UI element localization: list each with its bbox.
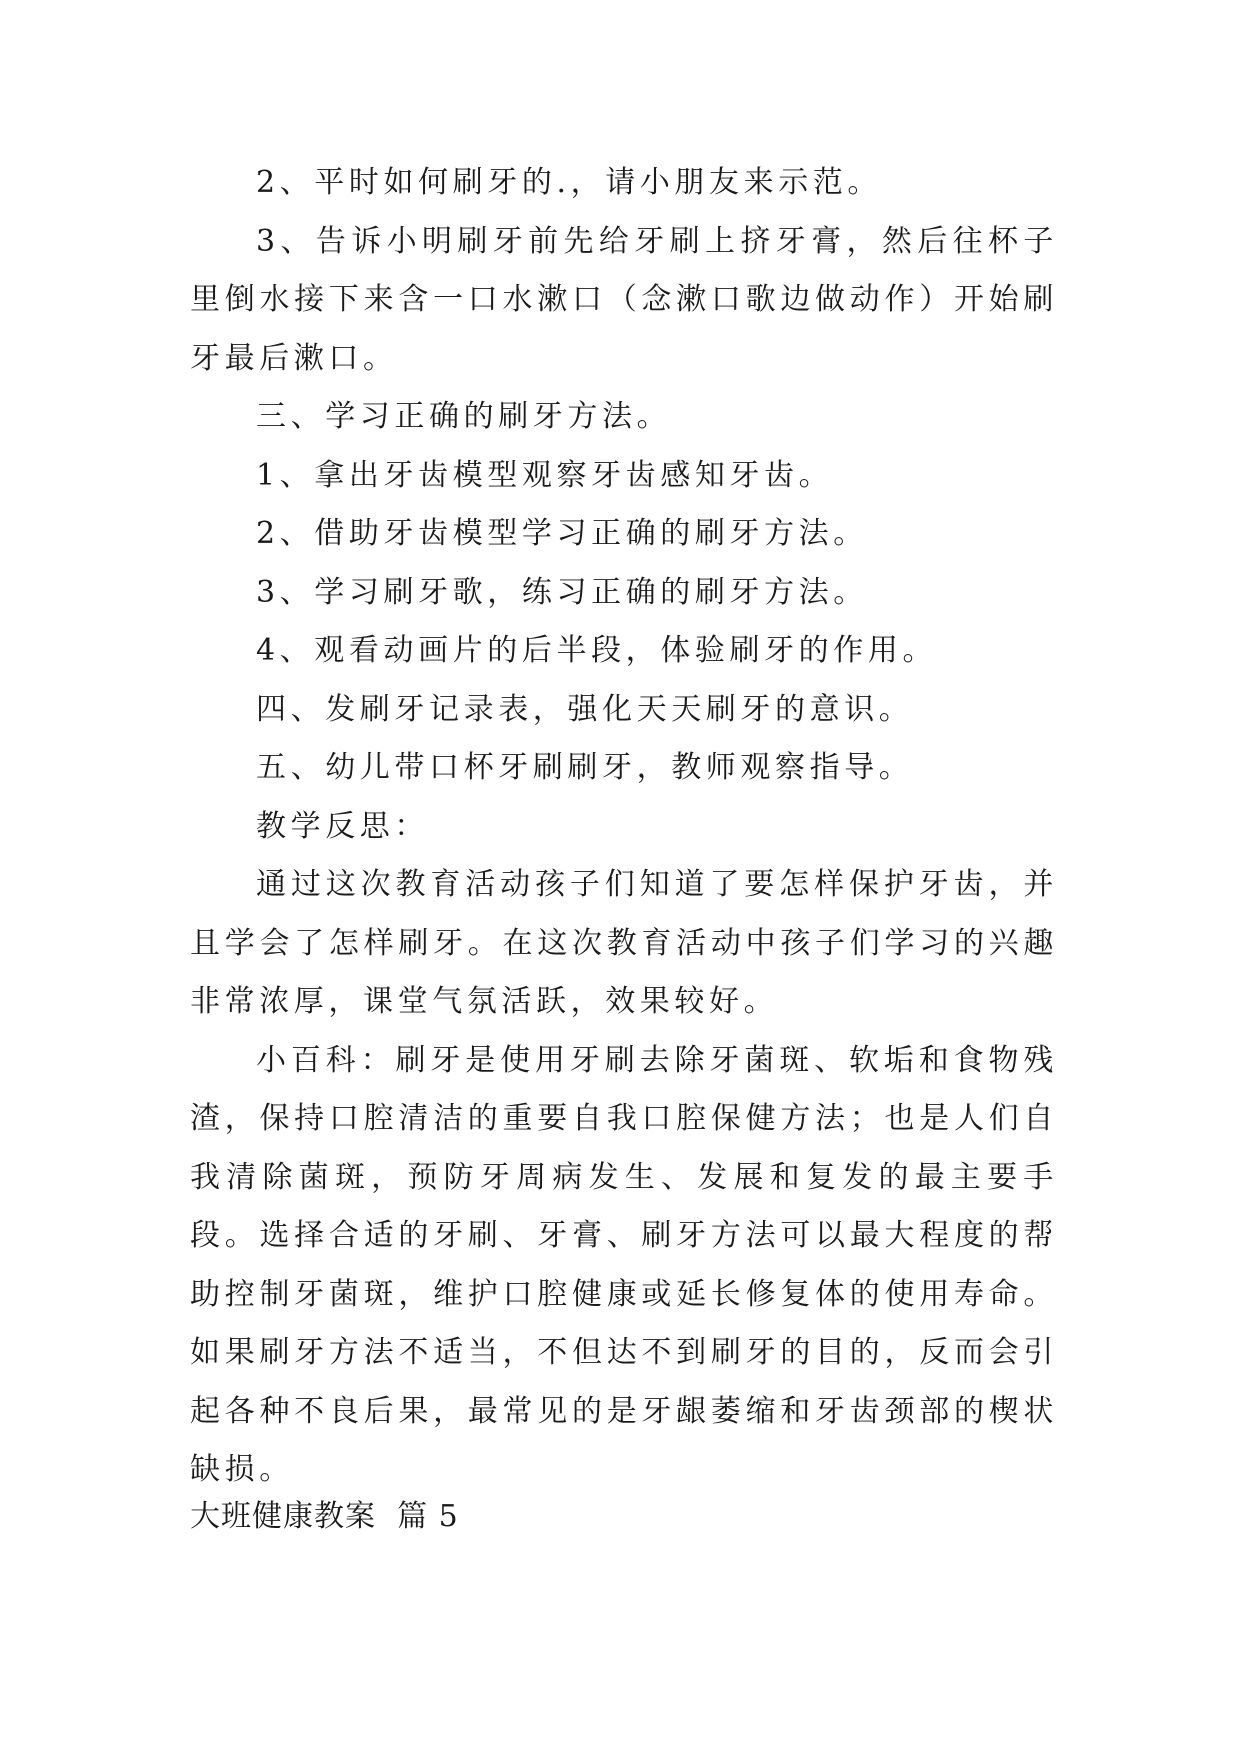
paragraph-reflection-heading: 教学反思： (256, 808, 429, 844)
paragraph-learn-step-1: 1、拿出牙齿模型观察牙齿感知牙齿。 (256, 457, 834, 493)
paragraph-section-four: 四、发刷牙记录表，强化天天刷牙的意识。 (256, 691, 914, 727)
paragraph-step-2-demonstrate: 2、平时如何刷牙的.，请小朋友来示范。 (256, 165, 883, 200)
paragraph-learn-step-3: 3、学习刷牙歌，练习正确的刷牙方法。 (256, 574, 868, 610)
paragraph-section-five: 五、幼儿带口杯牙刷刷牙，教师观察指导。 (256, 750, 914, 785)
body-text (190, 154, 1058, 1500)
paragraph-reflection-body: 通过这次教育活动孩子们知道了要怎样保护牙齿，并且学会了怎样刷牙。在这次教育活动中孩子们学习的兴趣非常浓厚，课堂气氛活跃，效果较好。 (190, 867, 1058, 1019)
paragraph-step-3-brushing-sequence: 3、告诉小明刷牙前先给牙刷上挤牙膏，然后往杯子里倒水接下来含一口水漱口（念漱口歌边做动作）开始刷牙最后漱口。 (190, 223, 1058, 376)
section-heading: 大班健康教案 篇 5 (190, 1499, 459, 1534)
paragraph-encyclopedia: 小百科：刷牙是使用牙刷去除牙菌斑、软垢和食物残渣，保持口腔清洁的重要自我口腔保健方法；也是人们自我清除菌斑，预防牙周病发生、发展和复发的最主要手段。选择合适的牙刷、牙膏、刷牙方法可以最大程度的帮助控制牙菌斑，维护口腔健康或延长修复体的使用寿命。如果刷牙方法不适当，不但达不到刷牙的目的，反而会引起各种不良后果，最常见的是牙龈萎缩和牙齿颈部的楔状缺损。 (190, 1042, 1058, 1487)
paragraph-learn-step-2: 2、借助牙齿模型学习正确的刷牙方法。 (256, 516, 868, 551)
paragraph-section-three: 三、学习正确的刷牙方法。 (256, 399, 672, 434)
paragraph-learn-step-4: 4、观看动画片的后半段，体验刷牙的作用。 (256, 633, 938, 668)
